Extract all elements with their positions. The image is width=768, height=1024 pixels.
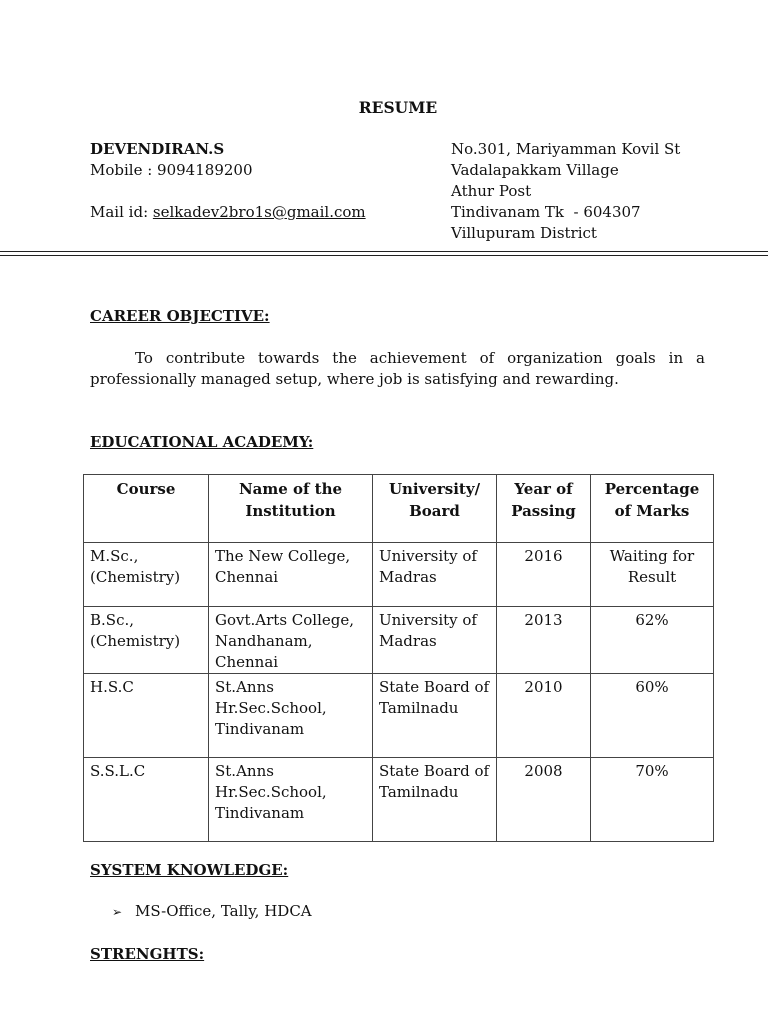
cell-course: B.Sc., (Chemistry) xyxy=(84,607,209,674)
cell-institution: The New College, Chennai xyxy=(209,543,373,607)
column-header-year: Year of Passing xyxy=(497,475,591,543)
cell-course: S.S.L.C xyxy=(84,758,209,842)
candidate-name: DEVENDIRAN.S xyxy=(90,140,225,158)
cell-board: University of Madras xyxy=(373,543,497,607)
mobile-number: Mobile : 9094189200 xyxy=(90,161,253,179)
mail-line xyxy=(90,202,366,223)
strengths-heading: STRENGHTS: xyxy=(90,945,205,963)
career-objective-text: To contribute towards the achievement of organization goals in a professionally managed setup, where job is satisfying and rewarding. xyxy=(90,349,705,388)
education-table xyxy=(83,474,714,842)
column-header-marks: Percentage of Marks xyxy=(591,475,714,543)
system-knowledge-heading: SYSTEM KNOWLEDGE: xyxy=(90,861,289,879)
cell-institution: St.Anns Hr.Sec.School, Tindivanam xyxy=(209,674,373,758)
table-row xyxy=(84,607,714,674)
address-block xyxy=(451,139,680,244)
contact-block xyxy=(90,139,366,223)
table-row xyxy=(84,758,714,842)
header-divider-top xyxy=(0,251,768,252)
page-title: RESUME xyxy=(358,98,438,117)
address-line-4: Tindivanam Tk - 604307 xyxy=(451,203,641,221)
mail-label: Mail id: xyxy=(90,203,153,221)
cell-marks: Waiting for Result xyxy=(591,543,714,607)
column-header-course: Course xyxy=(84,475,209,543)
cell-board: University of Madras xyxy=(373,607,497,674)
table-row xyxy=(84,674,714,758)
column-header-institution: Name of the Institution xyxy=(209,475,373,543)
system-knowledge-item: MS-Office, Tally, HDCA xyxy=(135,902,312,920)
cell-year: 2013 xyxy=(497,607,591,674)
cell-year: 2008 xyxy=(497,758,591,842)
list-item xyxy=(112,901,312,923)
cell-course: M.Sc., (Chemistry) xyxy=(84,543,209,607)
address-line-1: No.301, Mariyamman Kovil St xyxy=(451,140,681,158)
cell-marks: 70% xyxy=(591,758,714,842)
cell-institution: St.Anns Hr.Sec.School, Tindivanam xyxy=(209,758,373,842)
cell-institution: Govt.Arts College, Nandhanam, Chennai xyxy=(209,607,373,674)
contact-spacer xyxy=(90,181,366,202)
table-header-row xyxy=(84,475,714,543)
address-line-3: Athur Post xyxy=(451,182,532,200)
address-line-5: Villupuram District xyxy=(451,224,597,242)
education-heading: EDUCATIONAL ACADEMY: xyxy=(90,433,314,451)
table-row xyxy=(84,543,714,607)
column-header-board: University/ Board xyxy=(373,475,497,543)
header-divider-bottom xyxy=(0,255,768,256)
cell-board: State Board of Tamilnadu xyxy=(373,674,497,758)
email-link[interactable]: selkadev2bro1s@gmail.com xyxy=(152,203,366,221)
cell-marks: 60% xyxy=(591,674,714,758)
cell-marks: 62% xyxy=(591,607,714,674)
cell-course: H.S.C xyxy=(84,674,209,758)
cell-year: 2016 xyxy=(497,543,591,607)
arrowhead-bullet-icon: ➢ xyxy=(112,905,123,919)
career-objective-heading: CAREER OBJECTIVE: xyxy=(90,307,270,325)
address-line-2: Vadalapakkam Village xyxy=(451,161,619,179)
cell-board: State Board of Tamilnadu xyxy=(373,758,497,842)
cell-year: 2010 xyxy=(497,674,591,758)
